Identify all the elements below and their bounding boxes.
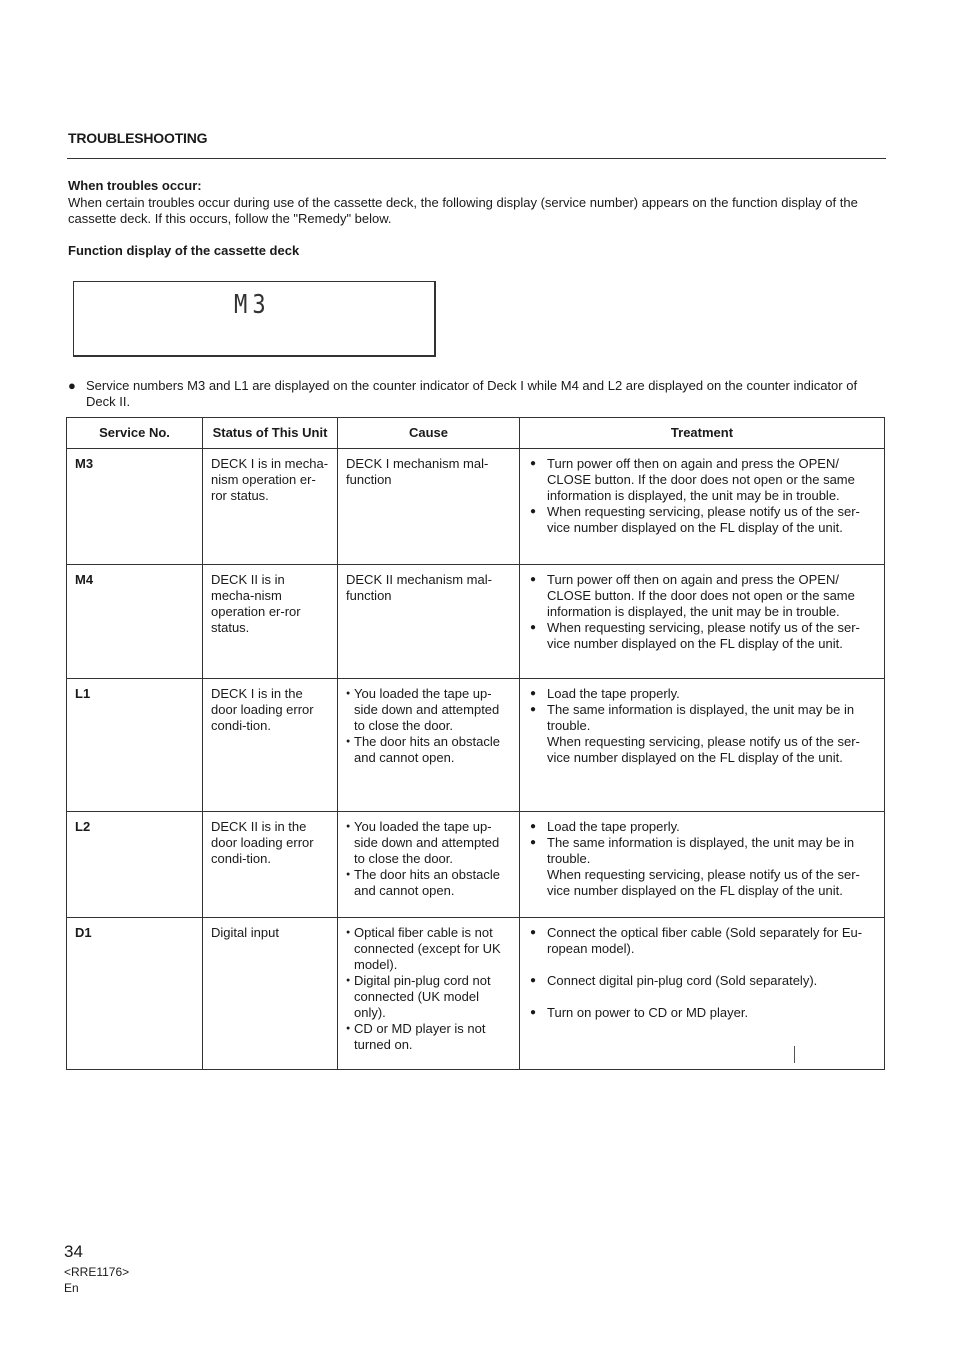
header-treatment: Treatment <box>520 418 885 449</box>
status-cell: DECK II is in mecha-nism operation er-ror status. <box>203 565 338 679</box>
table-header-row <box>67 418 885 449</box>
treatment-item: ● When requesting servicing, please notify us of the ser-vice number displayed on the FL display of the unit. <box>528 620 876 652</box>
treatment-item: ● The same information is displayed, the unit may be in trouble. <box>528 702 876 734</box>
treatment-item: ● The same information is displayed, the unit may be in trouble. <box>528 835 876 867</box>
cause-item: ● Digital pin-plug cord not connected (UK model only). <box>346 973 511 1021</box>
status-cell: DECK I is in the door loading error condi-tion. <box>203 679 338 812</box>
troubleshooting-table <box>66 417 885 1070</box>
service-no-cell: L1 <box>67 679 203 812</box>
treatment-item: ● Connect digital pin-plug cord (Sold separately). <box>528 973 876 989</box>
header-cause: Cause <box>338 418 520 449</box>
service-note-text: Service numbers M3 and L1 are displayed on the counter indicator of Deck I while M4 and L2 are displayed on the counter indicator of Deck II. <box>86 378 858 409</box>
status-cell: Digital input <box>203 918 338 1070</box>
status-cell: DECK I is in mecha-nism operation er-ror status. <box>203 449 338 565</box>
title-rule <box>67 158 886 159</box>
display-code: M3 <box>234 290 271 320</box>
display-title: Function display of the cassette deck <box>68 243 300 258</box>
sub-title: When troubles occur: <box>68 178 202 193</box>
treatment-item: ● Turn power off then on again and press the OPEN/ CLOSE button. If the door does not open or the same information is displayed, the unit may be in trouble. <box>528 572 876 620</box>
cause-item: ● The door hits an obstacle and cannot open. <box>346 734 511 766</box>
treatment-cell <box>520 679 885 812</box>
cause-cell <box>338 812 520 918</box>
function-display <box>73 281 436 357</box>
treatment-item: ● Load the tape properly. <box>528 686 876 702</box>
doc-code: <RRE1176> <box>64 1265 130 1279</box>
table-row <box>67 812 885 918</box>
treatment-item: ● Turn power off then on again and press the OPEN/ CLOSE button. If the door does not open or the same information is displayed, the unit may be in trouble. <box>528 456 876 504</box>
treatment-cell <box>520 812 885 918</box>
treatment-item: ● Connect the optical fiber cable (Sold separately for Eu-ropean model). <box>528 925 876 957</box>
header-service-no: Service No. <box>67 418 203 449</box>
service-no-cell: M3 <box>67 449 203 565</box>
cause-item: ● You loaded the tape up-side down and attempted to close the door. <box>346 686 511 734</box>
treatment-item: When requesting servicing, please notify us of the ser-vice number displayed on the FL display of the unit. <box>547 734 860 765</box>
language-code: En <box>64 1281 79 1295</box>
treatment-item: ● Load the tape properly. <box>528 819 876 835</box>
table-row <box>67 918 885 1070</box>
service-note <box>68 378 888 410</box>
treatment-cell <box>520 565 885 679</box>
scan-mark <box>794 1046 795 1063</box>
table-row <box>67 565 885 679</box>
header-status: Status of This Unit <box>203 418 338 449</box>
page-number: 34 <box>64 1242 83 1261</box>
service-no-cell: L2 <box>67 812 203 918</box>
status-cell: DECK II is in the door loading error condi-tion. <box>203 812 338 918</box>
treatment-item: ● Turn on power to CD or MD player. <box>528 1005 876 1021</box>
treatment-item: When requesting servicing, please notify us of the ser-vice number displayed on the FL display of the unit. <box>547 867 860 898</box>
bullet-icon: ● <box>68 378 76 393</box>
treatment-item: ● When requesting servicing, please notify us of the ser-vice number displayed on the FL display of the unit. <box>528 504 876 536</box>
treatment-cell <box>520 918 885 1070</box>
service-no-cell: M4 <box>67 565 203 679</box>
intro-paragraph: When certain troubles occur during use of the cassette deck, the following display (service number) appears on the function display of the cassette deck. If this occurs, follow the "Remedy" below. <box>68 195 858 226</box>
cause-item: ● You loaded the tape up-side down and attempted to close the door. <box>346 819 511 867</box>
cause-item: ● CD or MD player is not turned on. <box>346 1021 511 1053</box>
section-title: TROUBLESHOOTING <box>68 130 208 146</box>
cause-cell: DECK I mechanism mal-function <box>338 449 520 565</box>
cause-item: ● The door hits an obstacle and cannot open. <box>346 867 511 899</box>
cause-cell <box>338 679 520 812</box>
service-no-cell: D1 <box>67 918 203 1070</box>
table-row <box>67 449 885 565</box>
cause-cell: DECK II mechanism mal-function <box>338 565 520 679</box>
table-row <box>67 679 885 812</box>
cause-item: ● Optical fiber cable is not connected (except for UK model). <box>346 925 511 973</box>
cause-cell <box>338 918 520 1070</box>
treatment-cell <box>520 449 885 565</box>
